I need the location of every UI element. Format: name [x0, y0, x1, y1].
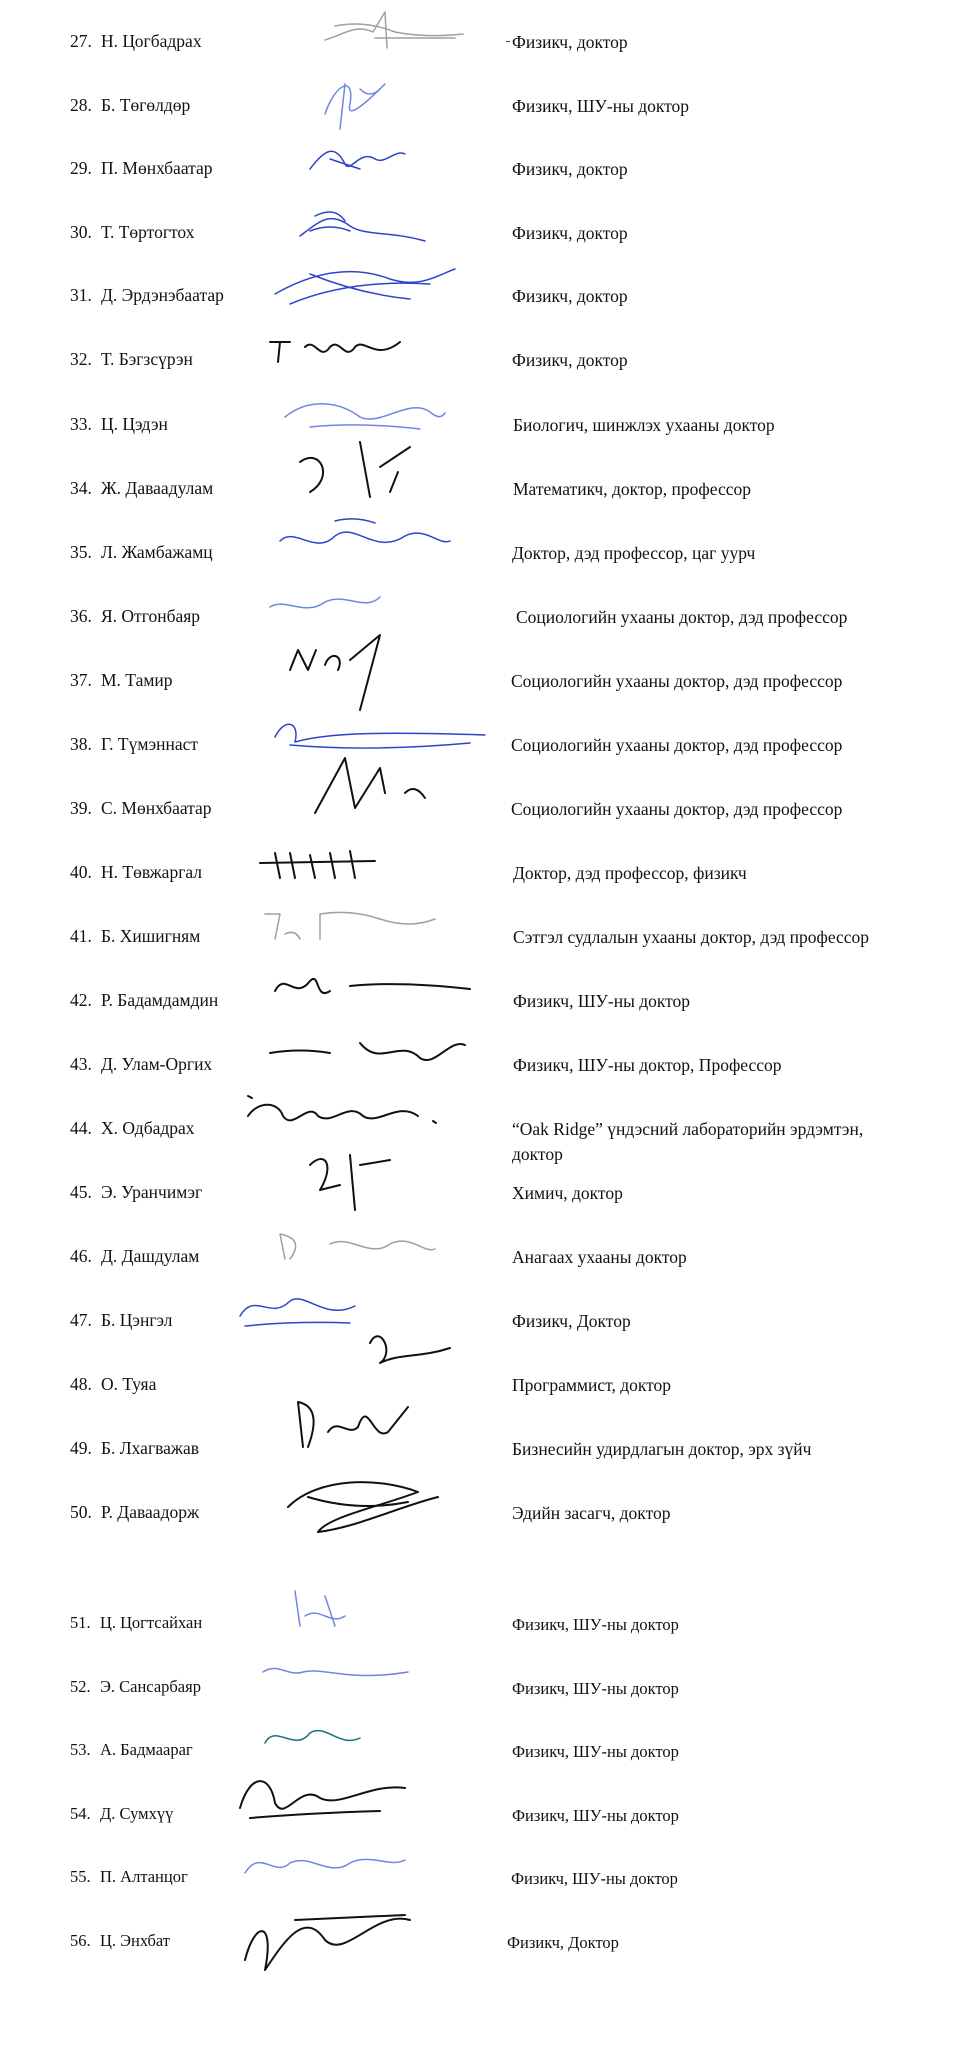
signature-stroke: [248, 1105, 418, 1121]
entry-number: 30.: [70, 222, 92, 242]
signature-stroke: [310, 425, 420, 429]
signature-stroke: [310, 151, 405, 169]
signature-stroke: [390, 472, 398, 492]
entry-number: 36.: [70, 606, 92, 626]
signature-56: [235, 1900, 415, 1985]
signature-54: [230, 1763, 410, 1828]
signature-41: [260, 899, 440, 949]
entry-number: 32.: [70, 349, 92, 369]
person-role: Физикч, доктор: [512, 350, 628, 370]
signature-stroke: [325, 12, 463, 48]
signature-48: [360, 1313, 460, 1383]
entry-number: 35.: [70, 542, 92, 562]
person-name: Х. Одбадрах: [101, 1118, 195, 1138]
signature-row: [0, 1053, 967, 1093]
signature-44: [238, 1081, 453, 1141]
signature-row: [0, 1803, 967, 1843]
signature-43: [260, 1023, 470, 1078]
signature-row: [0, 477, 967, 517]
signature-stroke: [240, 1299, 355, 1316]
stray-dash: [506, 41, 510, 42]
signature-34: [290, 437, 420, 507]
signature-stroke: [250, 1811, 380, 1818]
signature-row: [0, 1245, 967, 1285]
entry-number: 56.: [70, 1931, 91, 1950]
person-name: Д. Эрдэнэбаатар: [101, 285, 224, 305]
signature-49: [288, 1387, 418, 1472]
entry-number: 29.: [70, 158, 92, 178]
person-role: Физикч, ШУ-ны доктор, Профессор: [513, 1055, 782, 1075]
entry-number: 34.: [70, 478, 92, 498]
person-name: О. Туяа: [101, 1374, 157, 1394]
signature-stroke: [295, 1591, 345, 1626]
signature-stroke: [300, 458, 323, 492]
entry-number: 27.: [70, 31, 92, 51]
signature-row: [0, 1930, 967, 1970]
signature-row: [0, 733, 967, 773]
signature-53: [255, 1713, 365, 1758]
signature-stroke: [360, 1043, 465, 1060]
signature-row: [0, 989, 967, 1029]
signature-row: [0, 1612, 967, 1652]
entry-number: 54.: [70, 1804, 91, 1823]
person-role: Химич, доктор: [512, 1183, 623, 1203]
signature-row: [0, 1117, 967, 1164]
signature-stroke: [295, 1915, 405, 1920]
entry-number: 42.: [70, 990, 92, 1010]
signature-stroke: [335, 519, 375, 523]
signature-row: [0, 1373, 967, 1413]
signature-stroke: [248, 1096, 252, 1098]
person-name: Ц. Цогтсайхан: [100, 1613, 203, 1632]
signature-stroke: [270, 597, 380, 608]
signature-52: [258, 1652, 418, 1697]
entry-number: 55.: [70, 1867, 91, 1886]
person-role: Физикч, доктор: [512, 223, 628, 243]
person-name: П. Мөнхбаатар: [101, 158, 213, 178]
person-name: Г. Түмэннаст: [101, 734, 199, 754]
entry-number: 52.: [70, 1677, 91, 1696]
signature-stroke: [288, 1482, 438, 1532]
entry-number: 28.: [70, 95, 92, 115]
person-role: Физикч, ШУ-ны доктор: [512, 1615, 679, 1634]
person-name: Б. Цэнгэл: [101, 1310, 173, 1330]
signature-stroke: [330, 159, 360, 169]
entry-number: 47.: [70, 1310, 92, 1330]
person-role: Доктор, дэд профессор, физикч: [513, 863, 747, 883]
entry-number: 48.: [70, 1374, 92, 1394]
person-role: Сэтгэл судлалын ухааны доктор, дэд профессор: [513, 927, 870, 947]
signature-38: [270, 707, 490, 757]
signature-row: [0, 861, 967, 901]
person-role: Физикч, доктор: [512, 32, 628, 52]
person-role: Физикч, Доктор: [507, 1933, 619, 1952]
signature-stroke: [300, 219, 425, 241]
entry-number: 49.: [70, 1438, 92, 1458]
signature-stroke: [320, 912, 435, 939]
signature-row: [0, 1866, 967, 1906]
signature-row: [0, 669, 967, 709]
person-role: Анагаах ухааны доктор: [512, 1247, 687, 1267]
person-role: Физикч, ШУ-ны доктор: [512, 1742, 679, 1761]
person-role: Социологийн ухааны доктор, дэд профессор: [516, 607, 848, 627]
entry-number: 41.: [70, 926, 92, 946]
signature-stroke: [350, 1155, 390, 1210]
signature-stroke: [290, 650, 316, 670]
signature-stroke: [405, 789, 425, 798]
entry-number: 31.: [70, 285, 92, 305]
signature-31: [270, 254, 460, 314]
signature-stroke: [263, 1668, 408, 1675]
signature-28: [305, 64, 395, 134]
signature-stroke: [245, 1859, 405, 1873]
signature-stroke: [330, 1241, 435, 1250]
person-role: Физикч, ШУ-ны доктор: [512, 96, 690, 116]
signature-stroke: [315, 758, 385, 813]
person-role: Доктор, дэд профессор, цаг уурч: [512, 543, 756, 563]
person-name: Д. Сумхүү: [100, 1804, 174, 1823]
person-role: Социологийн ухааны доктор, дэд профессор: [511, 735, 843, 755]
person-name: П. Алтанцог: [100, 1867, 188, 1886]
signature-51: [285, 1576, 365, 1636]
person-name: Т. Бэгзсүрэн: [101, 349, 193, 369]
person-name: Э. Сансарбаяр: [100, 1677, 201, 1696]
signature-stroke: [305, 342, 400, 352]
signature-stroke: [290, 743, 470, 748]
entry-number: 44.: [70, 1118, 92, 1138]
signature-stroke: [265, 1731, 360, 1743]
signature-row: [0, 797, 967, 837]
person-role: Социологийн ухааны доктор, дэд профессор: [511, 671, 843, 691]
signature-row: [0, 1181, 967, 1221]
signature-32: [260, 322, 410, 372]
person-role: Программист, доктор: [512, 1375, 672, 1395]
person-role: Физикч, ШУ-ны доктор: [512, 1679, 679, 1698]
signature-33: [280, 387, 450, 437]
person-name: Я. Отгонбаяр: [101, 606, 201, 626]
signature-stroke: [325, 84, 385, 114]
person-name: Ц. Цэдэн: [101, 414, 168, 434]
person-name: Ц. Энхбат: [100, 1931, 171, 1950]
person-name: Ж. Даваадулам: [101, 478, 214, 498]
person-role: Биологич, шинжлэх ухааны доктор: [513, 415, 775, 435]
signature-stroke: [275, 724, 485, 742]
signature-row: [0, 1501, 967, 1541]
person-name: Э. Уранчимэг: [101, 1182, 203, 1202]
person-role: Физикч, доктор: [512, 286, 628, 306]
signature-stroke: [280, 1234, 296, 1259]
signature-row: [0, 1739, 967, 1779]
signature-stroke: [270, 1051, 330, 1054]
signature-35: [275, 511, 455, 566]
signature-47: [235, 1281, 365, 1336]
person-role: “Oak Ridge” үндэсний лабораторийн эрдэмтэн, доктор: [512, 1119, 864, 1164]
person-name: Л. Жамбажамц: [101, 542, 213, 562]
person-name: Д. Улам-Оргих: [101, 1054, 213, 1074]
entry-number: 43.: [70, 1054, 92, 1074]
entry-number: 46.: [70, 1246, 92, 1266]
signature-27: [315, 4, 465, 60]
signature-stroke: [265, 914, 300, 939]
signature-stroke: [325, 1596, 335, 1626]
signature-row: [0, 541, 967, 581]
person-role: Физикч, ШУ-ны доктор: [513, 991, 691, 1011]
person-role: Социологийн ухааны доктор, дэд профессор: [511, 799, 843, 819]
signature-stroke: [285, 404, 445, 419]
signature-row: [0, 348, 967, 388]
entry-number: 37.: [70, 670, 92, 690]
person-name: Р. Даваадорж: [101, 1502, 200, 1522]
person-name: Б. Хишигням: [101, 926, 201, 946]
signature-stroke: [360, 442, 410, 497]
entry-number: 50.: [70, 1502, 92, 1522]
signature-37: [280, 625, 400, 715]
signature-40: [255, 833, 385, 888]
signature-45: [300, 1145, 400, 1220]
signature-stroke: [245, 1322, 350, 1326]
person-name: Б. Лхагважав: [101, 1438, 200, 1458]
signature-stroke: [370, 1336, 450, 1363]
person-name: С. Мөнхбаатар: [101, 798, 212, 818]
person-role: Физикч, Доктор: [512, 1311, 631, 1331]
signature-stroke: [270, 342, 290, 362]
person-role: Физикч, ШУ-ны доктор: [511, 1869, 678, 1888]
signature-stroke: [350, 984, 470, 989]
signature-stroke: [275, 979, 330, 993]
signature-row: [0, 925, 967, 965]
signature-stroke: [240, 1781, 405, 1809]
signature-46: [270, 1219, 440, 1269]
signature-36: [265, 577, 385, 627]
person-role: Эдийн засагч, доктор: [512, 1503, 671, 1523]
person-name: Т. Төртогтох: [101, 222, 195, 242]
person-name: М. Тамир: [101, 670, 173, 690]
signature-42: [270, 961, 480, 1011]
person-name: Б. Төгөлдөр: [101, 95, 191, 115]
signature-stroke: [245, 1919, 410, 1970]
person-role: Физикч, ШУ-ны доктор: [512, 1806, 679, 1825]
person-name: Н. Цогбадрах: [101, 31, 202, 51]
entry-number: 33.: [70, 414, 92, 434]
signature-50: [278, 1467, 448, 1547]
signature-stroke: [298, 1402, 314, 1447]
entry-number: 53.: [70, 1740, 91, 1759]
entry-number: 39.: [70, 798, 92, 818]
person-name: Р. Бадамдамдин: [101, 990, 219, 1010]
signature-row: [0, 157, 967, 197]
signature-stroke: [328, 1407, 408, 1433]
entry-number: 51.: [70, 1613, 91, 1632]
signature-stroke: [350, 635, 380, 710]
signature-stroke: [310, 1159, 340, 1190]
signature-row: [0, 284, 967, 324]
person-role: Физикч, доктор: [512, 159, 628, 179]
signature-row: [0, 94, 967, 134]
person-name: Н. Төвжаргал: [101, 862, 203, 882]
person-name: А. Бадмаараг: [100, 1740, 193, 1759]
entry-number: 45.: [70, 1182, 92, 1202]
signature-row: [0, 605, 967, 645]
signature-39: [305, 753, 445, 833]
signature-30: [290, 191, 430, 251]
signature-stroke: [275, 851, 355, 878]
signature-row: [0, 221, 967, 261]
person-role: Бизнесийн удирдлагын доктор, эрх зүйч: [512, 1439, 812, 1459]
signature-row: [0, 1676, 967, 1716]
person-name: Д. Дашдулам: [101, 1246, 200, 1266]
signature-stroke: [275, 269, 455, 294]
signature-stroke: [280, 532, 450, 543]
signature-row: [0, 413, 967, 453]
signature-stroke: [433, 1121, 436, 1123]
signature-row: [0, 1309, 967, 1349]
signature-55: [240, 1838, 410, 1888]
person-role: Математикч, доктор, профессор: [513, 479, 751, 499]
entry-number: 40.: [70, 862, 92, 882]
signature-row: [0, 1437, 967, 1477]
signature-stroke: [325, 656, 340, 670]
signature-29: [300, 129, 410, 184]
entry-number: 38.: [70, 734, 92, 754]
signature-row: [0, 30, 967, 70]
